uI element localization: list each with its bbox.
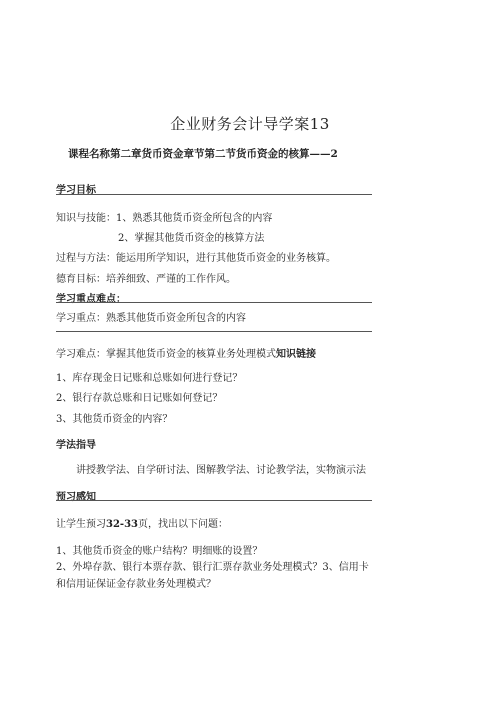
section-heading-key-points: 学习重点难点： — [56, 294, 126, 305]
course-name: 课程名称第二章货币资金章节第二节货币资金的核算——2 — [68, 148, 338, 160]
document-title: 企业财务会计导学案13 — [170, 115, 330, 133]
link-item: 2、银行存款总账和日记账如何登记？ — [56, 393, 223, 404]
preview-intro-b: 页，找出以下问题： — [137, 519, 228, 530]
objective-process: 过程与方法：能运用所学知识，进行其他货币资金的业务核算。 — [56, 253, 336, 264]
key-point-difficulty-line — [56, 345, 316, 360]
preview-question-1: 1、其他货币资金的账户结构？明细账的设置？ — [56, 546, 263, 557]
preview-question-2: 2、外埠存款、银行本票存款、银行汇票存款业务处理模式？3、信用卡和信用证保证金存款业务处理模式？ — [56, 562, 369, 590]
preview-intro — [56, 515, 228, 530]
objective-knowledge-2: 2、掌握其他货币资金的核算方法 — [118, 233, 265, 244]
key-point-difficulty: 学习难点：掌握其他货币资金的核算业务处理模式 — [56, 349, 276, 360]
section-heading-preview: 预习感知 — [56, 492, 96, 503]
objective-knowledge-1: 知识与技能：1、熟悉其他货币资金所包含的内容 — [56, 213, 273, 224]
section-heading-links: 知识链接 — [276, 349, 316, 360]
section-divider — [56, 302, 372, 303]
section-divider — [56, 331, 372, 332]
objective-moral: 德育目标：培养细致、严谨的工作作风。 — [56, 274, 236, 285]
link-item: 1、库存现金日记账和总账如何进行登记？ — [56, 373, 243, 384]
preview-pages: 32-33 — [106, 519, 138, 530]
section-divider — [56, 194, 372, 195]
method-text: 讲授教学法、自学研讨法、图解教学法、讨论教学法，实物演示法 — [76, 465, 366, 476]
preview-intro-a: 让学生预习 — [56, 519, 106, 530]
section-heading-method: 学法指导 — [56, 440, 96, 451]
section-divider — [56, 500, 372, 501]
link-item: 3、其他货币资金的内容？ — [56, 414, 173, 425]
section-heading-objectives: 学习目标 — [56, 185, 96, 196]
key-point-focus: 学习重点：熟悉其他货币资金所包含的内容 — [56, 313, 246, 324]
